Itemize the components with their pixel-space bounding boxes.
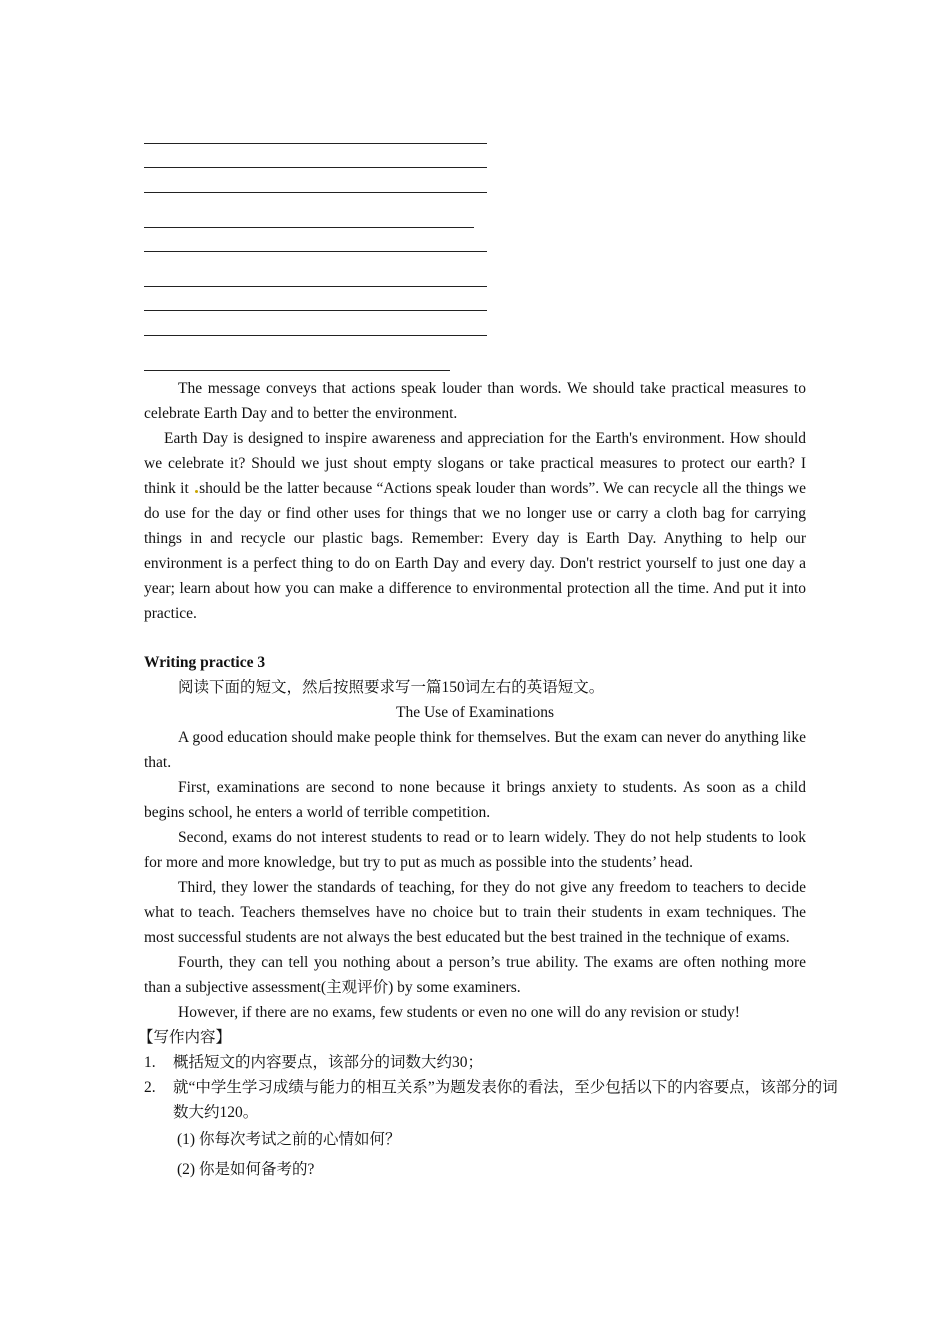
sub-item: (1) 你每次考试之前的心情如何？ xyxy=(177,1131,401,1148)
passage-paragraph: Third, they lower the standards of teaching, for they do not give any freedom to teachers to decide what to teach. Teachers themselves have no choice but to train their students in exam techniques. The most successful students are not always the best educated but the best trained in the technique of exams. xyxy=(144,879,806,946)
passage-paragraph: Fourth, they can tell you nothing about a person’s true ability. The exams are often nothing more than a subjective assessment(主观评价) by some examiners. xyxy=(144,954,806,996)
passage-title: The Use of Examinations xyxy=(396,704,554,721)
writing-line xyxy=(144,192,487,193)
writing-line xyxy=(144,143,487,144)
list-number: 2. xyxy=(144,1079,156,1096)
highlight-mark-icon xyxy=(195,490,198,493)
sample-paragraph xyxy=(144,426,806,626)
instruction: 阅读下面的短文，然后按照要求写一篇150词左右的英语短文。 xyxy=(178,679,605,696)
writing-line xyxy=(144,335,487,336)
writing-line xyxy=(144,227,474,228)
sample-text: Earth Day is designed to inspire awareness and appreciation for the Earth's environment. How should we celebrate it? Should we just shout empty slogans or take practical measures to protect our earth? I think it xyxy=(144,430,806,497)
list-item xyxy=(144,1050,806,1075)
sub-item: (2) 你是如何备考的? xyxy=(177,1161,315,1178)
writing-line xyxy=(144,370,450,371)
sample-paragraph: The message conveys that actions speak louder than words. We should take practical measures to celebrate Earth Day and to better the environment. xyxy=(144,380,806,422)
passage-paragraph: A good education should make people think for themselves. But the exam can never do anything like that. xyxy=(144,729,806,771)
writing-line xyxy=(144,167,487,168)
passage-paragraph: Second, exams do not interest students to read or to learn widely. They do not help students to look for more and more knowledge, but try to put as much as possible into the students’ head. xyxy=(144,829,806,871)
list-text: 就“中学生学习成绩与能力的相互关系”为题发表你的看法，至少包括以下的内容要点，该部分的词数大约120。 xyxy=(173,1079,838,1121)
list-item xyxy=(144,1075,845,1125)
writing-practice-3 xyxy=(138,650,838,1185)
sample-answer xyxy=(144,376,806,626)
passage-paragraph: However, if there are no exams, few students or even no one will do any revision or study! xyxy=(178,1004,740,1021)
passage-paragraph: First, examinations are second to none because it brings anxiety to students. As soon as a child begins school, he enters a world of terrible competition. xyxy=(144,779,806,821)
section-heading: Writing practice 3 xyxy=(144,654,266,671)
list-number: 1. xyxy=(144,1054,156,1071)
writing-line xyxy=(144,251,487,252)
content-heading: 【写作内容】 xyxy=(138,1029,232,1046)
sample-text: should be the latter because “Actions speak louder than words”. We can recycle all the things we do use for the day or find other uses for things that we no longer use or carry a cloth bag for carrying things in and recycle our plastic bags. Remember: Every day is Earth Day. Anything to help our environment is a perfect thing to do on Earth Day and every day. Don't restrict yourself to just one day a year; learn about how you can make a difference to environmental protection all the time. And put it into practice. xyxy=(144,480,806,622)
writing-line xyxy=(144,286,487,287)
list-text: 概括短文的内容要点，该部分的词数大约30； xyxy=(173,1054,484,1071)
writing-line xyxy=(144,310,487,311)
